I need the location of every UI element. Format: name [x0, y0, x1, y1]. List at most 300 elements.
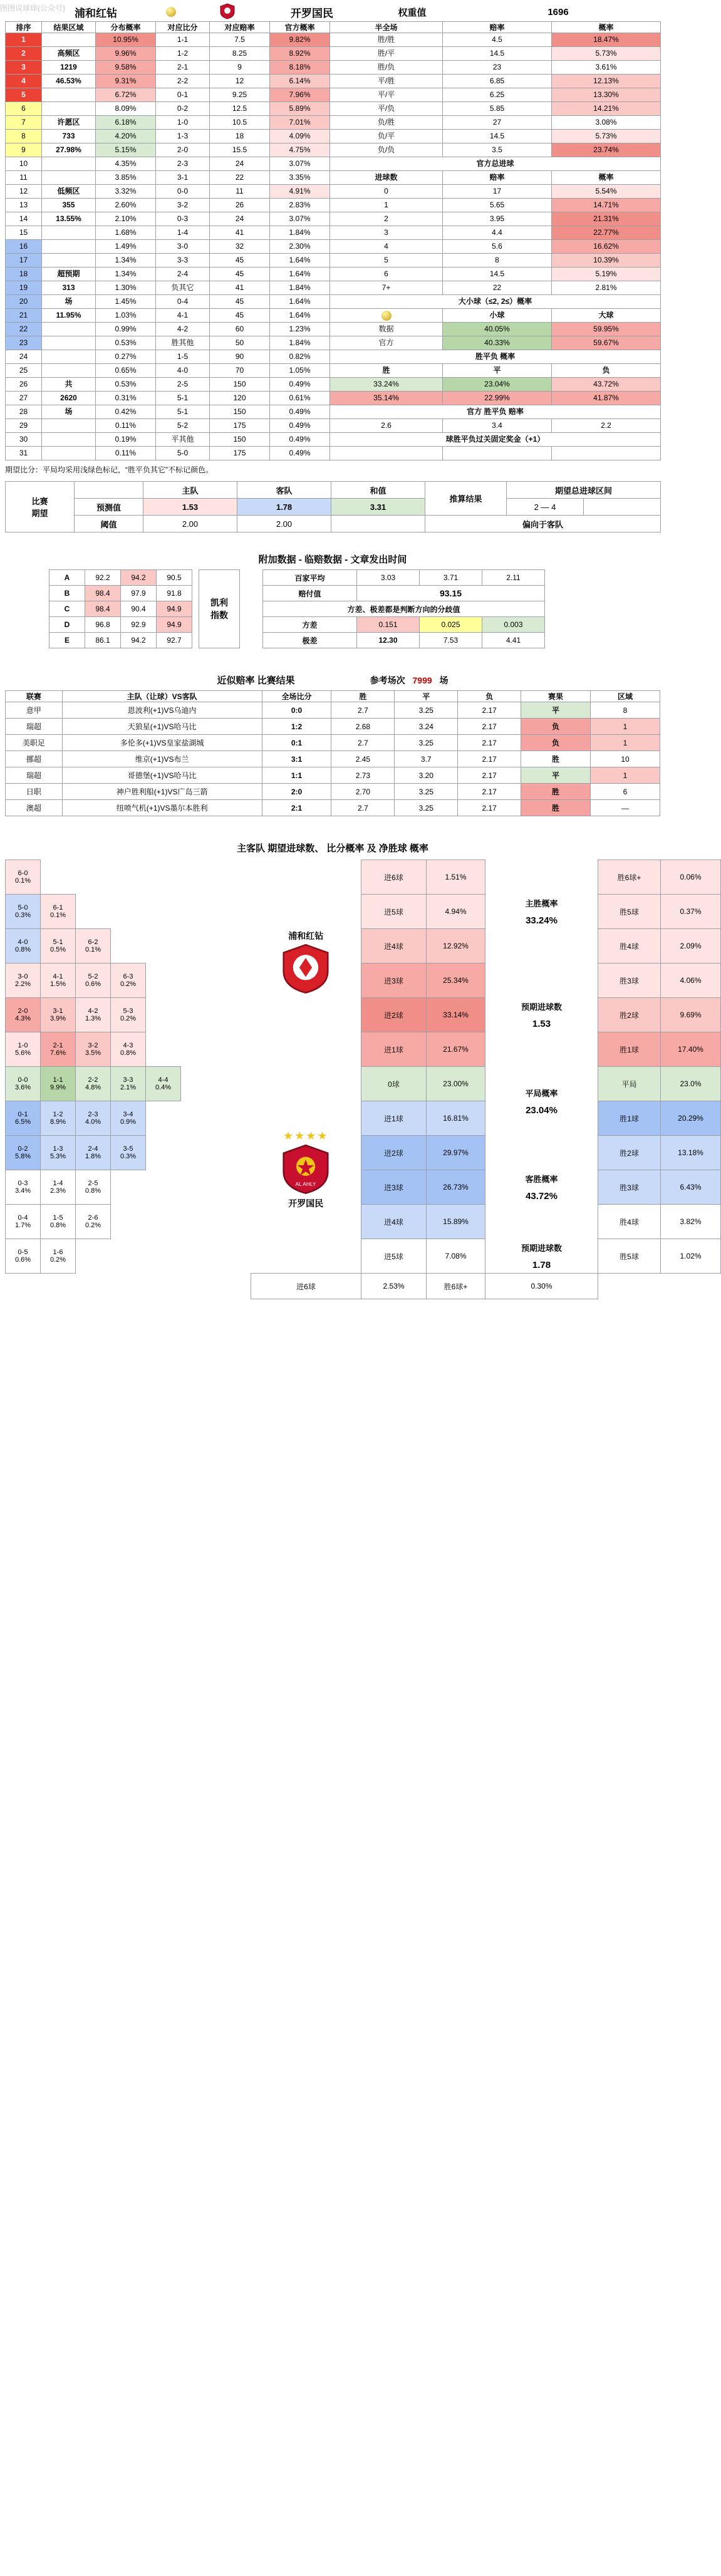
table-row — [6, 199, 661, 212]
cell-rank: 25 — [6, 364, 42, 378]
score-cell: 0-3 3.4% — [6, 1170, 41, 1205]
cell-zone — [42, 102, 96, 116]
margin-value: 20.29% — [661, 1101, 721, 1136]
goal-label: 进4球 — [361, 1205, 427, 1239]
odds-cell-draw: 3.25 — [395, 735, 458, 751]
goal-value: 4.94% — [427, 895, 485, 929]
cell-prob: 0.19% — [96, 433, 156, 447]
cell-official-prob: 1.05% — [270, 364, 330, 378]
odds-body — [6, 702, 660, 816]
cell-hf-prob: 2.2 — [552, 419, 661, 433]
cell-score: 3-1 — [156, 171, 210, 185]
table-row — [6, 800, 660, 816]
cell-score: 5-1 — [156, 392, 210, 405]
margin-value: 0.06% — [661, 860, 721, 895]
cell-odds: 150 — [210, 378, 270, 392]
odds-header — [0, 673, 665, 687]
score-cell: 3-1 3.9% — [41, 998, 76, 1032]
cell-rank: 11 — [6, 171, 42, 185]
score-cell: 6-0 0.1% — [6, 860, 41, 895]
cell-prob: 0.99% — [96, 323, 156, 336]
expect-threshold-home: 2.00 — [143, 516, 237, 532]
score-cell: 1-6 0.2% — [41, 1239, 76, 1274]
goal-value: 29.97% — [427, 1136, 485, 1170]
cell-official-prob: 1.84% — [270, 336, 330, 350]
kelly-key: C — [49, 601, 85, 617]
cell-hf-prob: 5.54% — [552, 185, 661, 199]
cell-prob: 5.15% — [96, 143, 156, 157]
margin-value: 0.30% — [485, 1274, 598, 1299]
margin-label: 胜6球+ — [598, 860, 661, 895]
cell-prob: 6.72% — [96, 88, 156, 102]
col-halffull: 半全场 — [330, 22, 443, 33]
cell-score: 平其他 — [156, 433, 210, 447]
cell-rank: 21 — [6, 309, 42, 323]
kelly-value: 94.2 — [121, 633, 157, 648]
odds-col-header: 胜 — [331, 691, 395, 702]
cell-score: 3-0 — [156, 240, 210, 254]
table-row — [6, 226, 661, 240]
cell-prob: 4.35% — [96, 157, 156, 171]
cell-score: 2-4 — [156, 267, 210, 281]
cell-score: 3-3 — [156, 254, 210, 267]
cell-hf-odds: 5.65 — [443, 199, 552, 212]
cell-prob: 1.03% — [96, 309, 156, 323]
col-hf-odds: 赔率 — [443, 22, 552, 33]
cell-hf-prob: 41.87% — [552, 392, 661, 405]
odds-ref-unit: 场 — [439, 675, 449, 685]
goal-label: 进2球 — [361, 1136, 427, 1170]
goal-label: 进1球 — [361, 1101, 427, 1136]
empty-cell — [216, 929, 251, 963]
table-row — [6, 447, 661, 460]
odds-cell-win: 2.7 — [331, 735, 395, 751]
cell-prob: 9.58% — [96, 61, 156, 75]
cell-hf: 胜/胜 — [330, 33, 443, 47]
col-hf-prob: 概率 — [552, 22, 661, 33]
cell-official-prob: 1.64% — [270, 254, 330, 267]
score-cell: 4-3 0.8% — [111, 1032, 146, 1067]
cell-odds: 7.5 — [210, 33, 270, 47]
variance-l: 0.003 — [482, 617, 545, 633]
score-cell: 1-4 2.3% — [41, 1170, 76, 1205]
odds-cell-result: 平 — [521, 702, 591, 719]
empty-cell — [216, 963, 251, 998]
matrix-row — [6, 1032, 721, 1067]
cell-score: 胜其他 — [156, 336, 210, 350]
page-root — [0, 3, 703, 1299]
score-cell: 3-2 3.5% — [76, 1032, 111, 1067]
cell-rank: 20 — [6, 295, 42, 309]
score-cell: 1-3 5.3% — [41, 1136, 76, 1170]
odds-col-header: 负 — [458, 691, 521, 702]
kelly-key: B — [49, 586, 85, 601]
kelly-key: A — [49, 570, 85, 586]
cell-hf-odds: 14.5 — [443, 47, 552, 61]
empty-cell — [146, 929, 181, 963]
cell-hf: 7+ — [330, 281, 443, 295]
cell-odds: 22 — [210, 171, 270, 185]
table-row — [6, 185, 661, 199]
cell-prob: 2.60% — [96, 199, 156, 212]
cell-hf: 平/负 — [330, 102, 443, 116]
goal-label: 进2球 — [361, 998, 427, 1032]
empty-cell — [146, 860, 181, 895]
cell-odds: 175 — [210, 447, 270, 460]
cell-rank: 13 — [6, 199, 42, 212]
cell-zone: 313 — [42, 281, 96, 295]
expect-total-to: 4 — [551, 502, 556, 512]
cell-hf-section: 官方总进球 — [330, 157, 661, 171]
cell-rank: 9 — [6, 143, 42, 157]
cell-zone: 场 — [42, 295, 96, 309]
margin-value: 17.40% — [661, 1032, 721, 1067]
cell-hf-odds: 40.05% — [443, 323, 552, 336]
hit-row — [263, 586, 545, 601]
cell-score: 5-1 — [156, 405, 210, 419]
cell-prob: 4.20% — [96, 130, 156, 143]
cell-hf-odds: 5.85 — [443, 102, 552, 116]
goal-value: 21.67% — [427, 1032, 485, 1067]
odds-cell-result: 平 — [521, 767, 591, 784]
cell-hf-prob: 21.31% — [552, 212, 661, 226]
kelly-row — [49, 617, 192, 633]
away-team-title: 开罗国民 — [291, 7, 333, 19]
odds-cell-win: 2.70 — [331, 784, 395, 800]
empty-cell — [111, 895, 146, 929]
margin-label: 胜3球 — [598, 963, 661, 998]
cell-score: 1-2 — [156, 47, 210, 61]
empty-cell — [181, 1136, 216, 1170]
cell-zone — [42, 157, 96, 171]
stat-block: 预期进球数 1.78 — [521, 1243, 562, 1270]
cell-hf-prob: 59.67% — [552, 336, 661, 350]
table-row — [6, 309, 661, 323]
cell-hf: 平/平 — [330, 88, 443, 102]
odds-cell-result: 胜 — [521, 751, 591, 767]
cell-score: 4-0 — [156, 364, 210, 378]
empty-cell — [111, 1239, 146, 1274]
score-cell: 3-0 2.2% — [6, 963, 41, 998]
odds-cell-draw: 3.7 — [395, 751, 458, 767]
avg-row — [263, 570, 545, 586]
cell-rank: 14 — [6, 212, 42, 226]
odds-cell-match: 维京(+1)VS布兰 — [62, 751, 262, 767]
score-cell: 4-4 0.4% — [146, 1067, 181, 1101]
odds-cell-lose: 2.17 — [458, 702, 521, 719]
cell-zone: 13.55% — [42, 212, 96, 226]
table-row — [6, 433, 661, 447]
odds-col-header: 主队（让球）VS客队 — [62, 691, 262, 702]
expect-total-dash: — — [541, 502, 549, 512]
cell-hf-prob: 5.19% — [552, 267, 661, 281]
cell-rank: 15 — [6, 226, 42, 240]
cell-zone — [42, 33, 96, 47]
odds-cell-draw: 3.25 — [395, 702, 458, 719]
col-rank: 排序 — [6, 22, 42, 33]
odds-cell-score: 1:1 — [262, 767, 331, 784]
empty-cell — [181, 929, 216, 963]
cell-rank: 10 — [6, 157, 42, 171]
odds-title: 近似赔率 比赛结果 — [217, 675, 295, 686]
ball-icon — [166, 7, 176, 17]
odds-cell-win: 2.7 — [331, 800, 395, 816]
cell-hf-odds: 22.99% — [443, 392, 552, 405]
cell-hf: 1 — [330, 199, 443, 212]
score-cell: 2-0 4.3% — [6, 998, 41, 1032]
table-row — [6, 75, 661, 88]
cell-prob: 9.96% — [96, 47, 156, 61]
matrix-row — [6, 1170, 721, 1205]
variance-note: 方差、极差都是判断方向的分歧值 — [263, 601, 545, 617]
expect-table — [5, 481, 661, 532]
score-cell: 2-4 1.8% — [76, 1136, 111, 1170]
cell-odds: 9 — [210, 61, 270, 75]
matrix-row — [6, 1239, 721, 1274]
empty-cell — [41, 860, 76, 895]
average-table — [262, 569, 545, 648]
cell-official-prob: 8.92% — [270, 47, 330, 61]
odds-cell-win: 2.45 — [331, 751, 395, 767]
table-row — [6, 254, 661, 267]
score-cell: 1-2 8.9% — [41, 1101, 76, 1136]
hit-value: 93.15 — [357, 586, 545, 601]
cell-prob: 0.27% — [96, 350, 156, 364]
matrix-wrap — [5, 860, 703, 1299]
cell-odds: 15.5 — [210, 143, 270, 157]
cell-official-prob: 0.61% — [270, 392, 330, 405]
kelly-value: 92.2 — [85, 570, 121, 586]
cell-odds: 18 — [210, 130, 270, 143]
cell-hf-prob: 5.73% — [552, 130, 661, 143]
goal-label: 进3球 — [361, 963, 427, 998]
cell-hf-prob: 3.61% — [552, 61, 661, 75]
goal-label: 进6球 — [251, 1274, 361, 1299]
cell-hf-odds: 3.95 — [443, 212, 552, 226]
cell-hf-odds: 5.6 — [443, 240, 552, 254]
margin-label: 平局 — [598, 1067, 661, 1101]
empty-cell — [111, 929, 146, 963]
cell-rank: 6 — [6, 102, 42, 116]
matrix-row — [6, 1101, 721, 1136]
score-cell: 4-1 1.5% — [41, 963, 76, 998]
empty-cell — [181, 1032, 216, 1067]
cell-hf: 胜 — [330, 364, 443, 378]
cell-odds: 10.5 — [210, 116, 270, 130]
cell-rank: 27 — [6, 392, 42, 405]
margin-label: 胜5球 — [598, 895, 661, 929]
odds-cell-league: 瑞超 — [6, 719, 63, 735]
cell-rank: 1 — [6, 33, 42, 47]
empty-cell — [181, 860, 216, 895]
cell-odds: 12 — [210, 75, 270, 88]
cell-odds: 24 — [210, 212, 270, 226]
cell-score: 2-5 — [156, 378, 210, 392]
table-row — [6, 767, 660, 784]
odds-ref — [370, 674, 449, 687]
cell-hf: 4 — [330, 240, 443, 254]
score-cell: 1-0 5.6% — [6, 1032, 41, 1067]
kelly-value: 92.9 — [121, 617, 157, 633]
cell-hf-prob: 43.72% — [552, 378, 661, 392]
margin-label: 胜4球 — [598, 1205, 661, 1239]
cell-hf: 胜/负 — [330, 61, 443, 75]
expect-threshold-away: 2.00 — [237, 516, 331, 532]
cell-zone — [42, 350, 96, 364]
table-row — [6, 116, 661, 130]
cell-rank: 29 — [6, 419, 42, 433]
cell-hf-prob: 18.47% — [552, 33, 661, 47]
cell-zone: 许愿区 — [42, 116, 96, 130]
main-table-body — [6, 33, 661, 460]
stat-block: 主胜概率 33.24% — [525, 899, 558, 926]
cell-prob: 8.09% — [96, 102, 156, 116]
expect-header-row — [6, 482, 661, 499]
cell-rank: 26 — [6, 378, 42, 392]
odds-cell-result: 胜 — [521, 800, 591, 816]
odds-cell-score: 0:0 — [262, 702, 331, 719]
shield-icon — [219, 3, 236, 19]
empty-cell — [216, 1032, 251, 1067]
cell-prob: 1.30% — [96, 281, 156, 295]
odds-cell-match: 神户胜利船(+1)VS广岛三箭 — [62, 784, 262, 800]
expect-col-home: 主队 — [143, 482, 237, 499]
expect-total-pad — [584, 499, 661, 516]
empty-cell — [181, 963, 216, 998]
cell-score: 0-2 — [156, 102, 210, 116]
expect-conclusion: 偏向于客队 — [425, 516, 661, 532]
goal-value: 25.34% — [427, 963, 485, 998]
matrix-row — [6, 1205, 721, 1239]
odds-cell-lose: 2.17 — [458, 751, 521, 767]
odds-header-row — [6, 691, 660, 702]
attach-wrap — [5, 569, 660, 648]
cell-official-prob: 0.49% — [270, 419, 330, 433]
cell-hf — [330, 447, 443, 460]
table-row — [6, 33, 661, 47]
goal-value: 1.51% — [427, 860, 485, 895]
table-row — [6, 323, 661, 336]
cell-hf-prob — [552, 447, 661, 460]
expect-col-away: 客队 — [237, 482, 331, 499]
expect-predict-sum: 3.31 — [331, 499, 425, 516]
table-row — [6, 378, 661, 392]
cell-rank: 8 — [6, 130, 42, 143]
cell-official-prob: 1.84% — [270, 281, 330, 295]
odds-cell-zone: — — [591, 800, 660, 816]
margin-value: 0.37% — [661, 895, 721, 929]
kelly-value: 94.2 — [121, 570, 157, 586]
cell-zone — [42, 254, 96, 267]
cell-zone: 355 — [42, 199, 96, 212]
empty-cell — [216, 1136, 251, 1170]
expect-threshold-row — [6, 516, 661, 532]
cell-rank: 2 — [6, 47, 42, 61]
empty-cell — [76, 860, 111, 895]
cell-hf-odds: 6.25 — [443, 88, 552, 102]
kelly-index-label: 凯利 指数 — [199, 570, 240, 648]
cell-prob: 0.31% — [96, 392, 156, 405]
table-row — [6, 143, 661, 157]
cell-hf-prob: 负 — [552, 364, 661, 378]
empty-cell — [181, 1239, 216, 1274]
cell-hf: 数据 — [330, 323, 443, 336]
score-cell: 0-5 0.6% — [6, 1239, 41, 1274]
col-official-prob: 官方概率 — [270, 22, 330, 33]
odds-cell-result: 负 — [521, 735, 591, 751]
avg-label: 百家平均 — [263, 570, 357, 586]
odds-cell-match: 哥德堡(+1)VS哈马比 — [62, 767, 262, 784]
score-cell: 4-2 1.3% — [76, 998, 111, 1032]
cell-hf-odds: 14.5 — [443, 130, 552, 143]
cell-hf-prob: 22.77% — [552, 226, 661, 240]
cell-zone — [42, 240, 96, 254]
avg-w: 3.03 — [357, 570, 420, 586]
cell-rank: 31 — [6, 447, 42, 460]
odds-cell-draw: 3.20 — [395, 767, 458, 784]
kelly-value: 98.4 — [85, 601, 121, 617]
cell-rank: 30 — [6, 433, 42, 447]
cell-hf-prob: 23.74% — [552, 143, 661, 157]
variance-d: 0.025 — [420, 617, 482, 633]
expect-result-title — [425, 482, 507, 516]
odds-cell-league: 瑞超 — [6, 767, 63, 784]
expect-predict-home: 1.53 — [143, 499, 237, 516]
cell-odds: 12.5 — [210, 102, 270, 116]
kelly-body — [49, 570, 192, 648]
cell-hf-odds: 8 — [443, 254, 552, 267]
cell-hf: 平/胜 — [330, 75, 443, 88]
cell-odds: 45 — [210, 309, 270, 323]
svg-text:AL AHLY: AL AHLY — [295, 1181, 316, 1188]
odds-cell-lose: 2.17 — [458, 800, 521, 816]
empty-cell — [181, 998, 216, 1032]
cell-hf-section: 官方 胜平负 赔率 — [330, 405, 661, 419]
kelly-value: 94.9 — [157, 617, 192, 633]
empty-cell — [6, 1274, 251, 1299]
empty-cell — [146, 1032, 181, 1067]
expect-predict-label: 预测值 — [75, 499, 143, 516]
cell-rank: 28 — [6, 405, 42, 419]
col-prob: 分布概率 — [96, 22, 156, 33]
cell-odds: 8.25 — [210, 47, 270, 61]
cell-hf-odds: 14.5 — [443, 267, 552, 281]
cell-prob: 2.10% — [96, 212, 156, 226]
cell-odds: 150 — [210, 433, 270, 447]
cell-odds: 9.25 — [210, 88, 270, 102]
cell-hf: 2 — [330, 212, 443, 226]
cell-zone — [42, 419, 96, 433]
cell-score: 4-2 — [156, 323, 210, 336]
table-row — [6, 281, 661, 295]
margin-label: 胜2球 — [598, 998, 661, 1032]
cell-official-prob: 2.30% — [270, 240, 330, 254]
cell-prob: 3.32% — [96, 185, 156, 199]
cell-score: 0-3 — [156, 212, 210, 226]
odds-cell-win: 2.7 — [331, 702, 395, 719]
margin-label: 胜5球 — [598, 1239, 661, 1274]
odds-cell-win: 2.68 — [331, 719, 395, 735]
table-row — [6, 350, 661, 364]
cell-score: 2-1 — [156, 61, 210, 75]
empty-cell — [146, 1136, 181, 1170]
cell-official-prob: 0.49% — [270, 378, 330, 392]
cell-hf-prob: 5.73% — [552, 47, 661, 61]
cell-zone — [42, 171, 96, 185]
cell-prob: 0.11% — [96, 419, 156, 433]
cell-official-prob: 4.91% — [270, 185, 330, 199]
empty-cell — [146, 1239, 181, 1274]
